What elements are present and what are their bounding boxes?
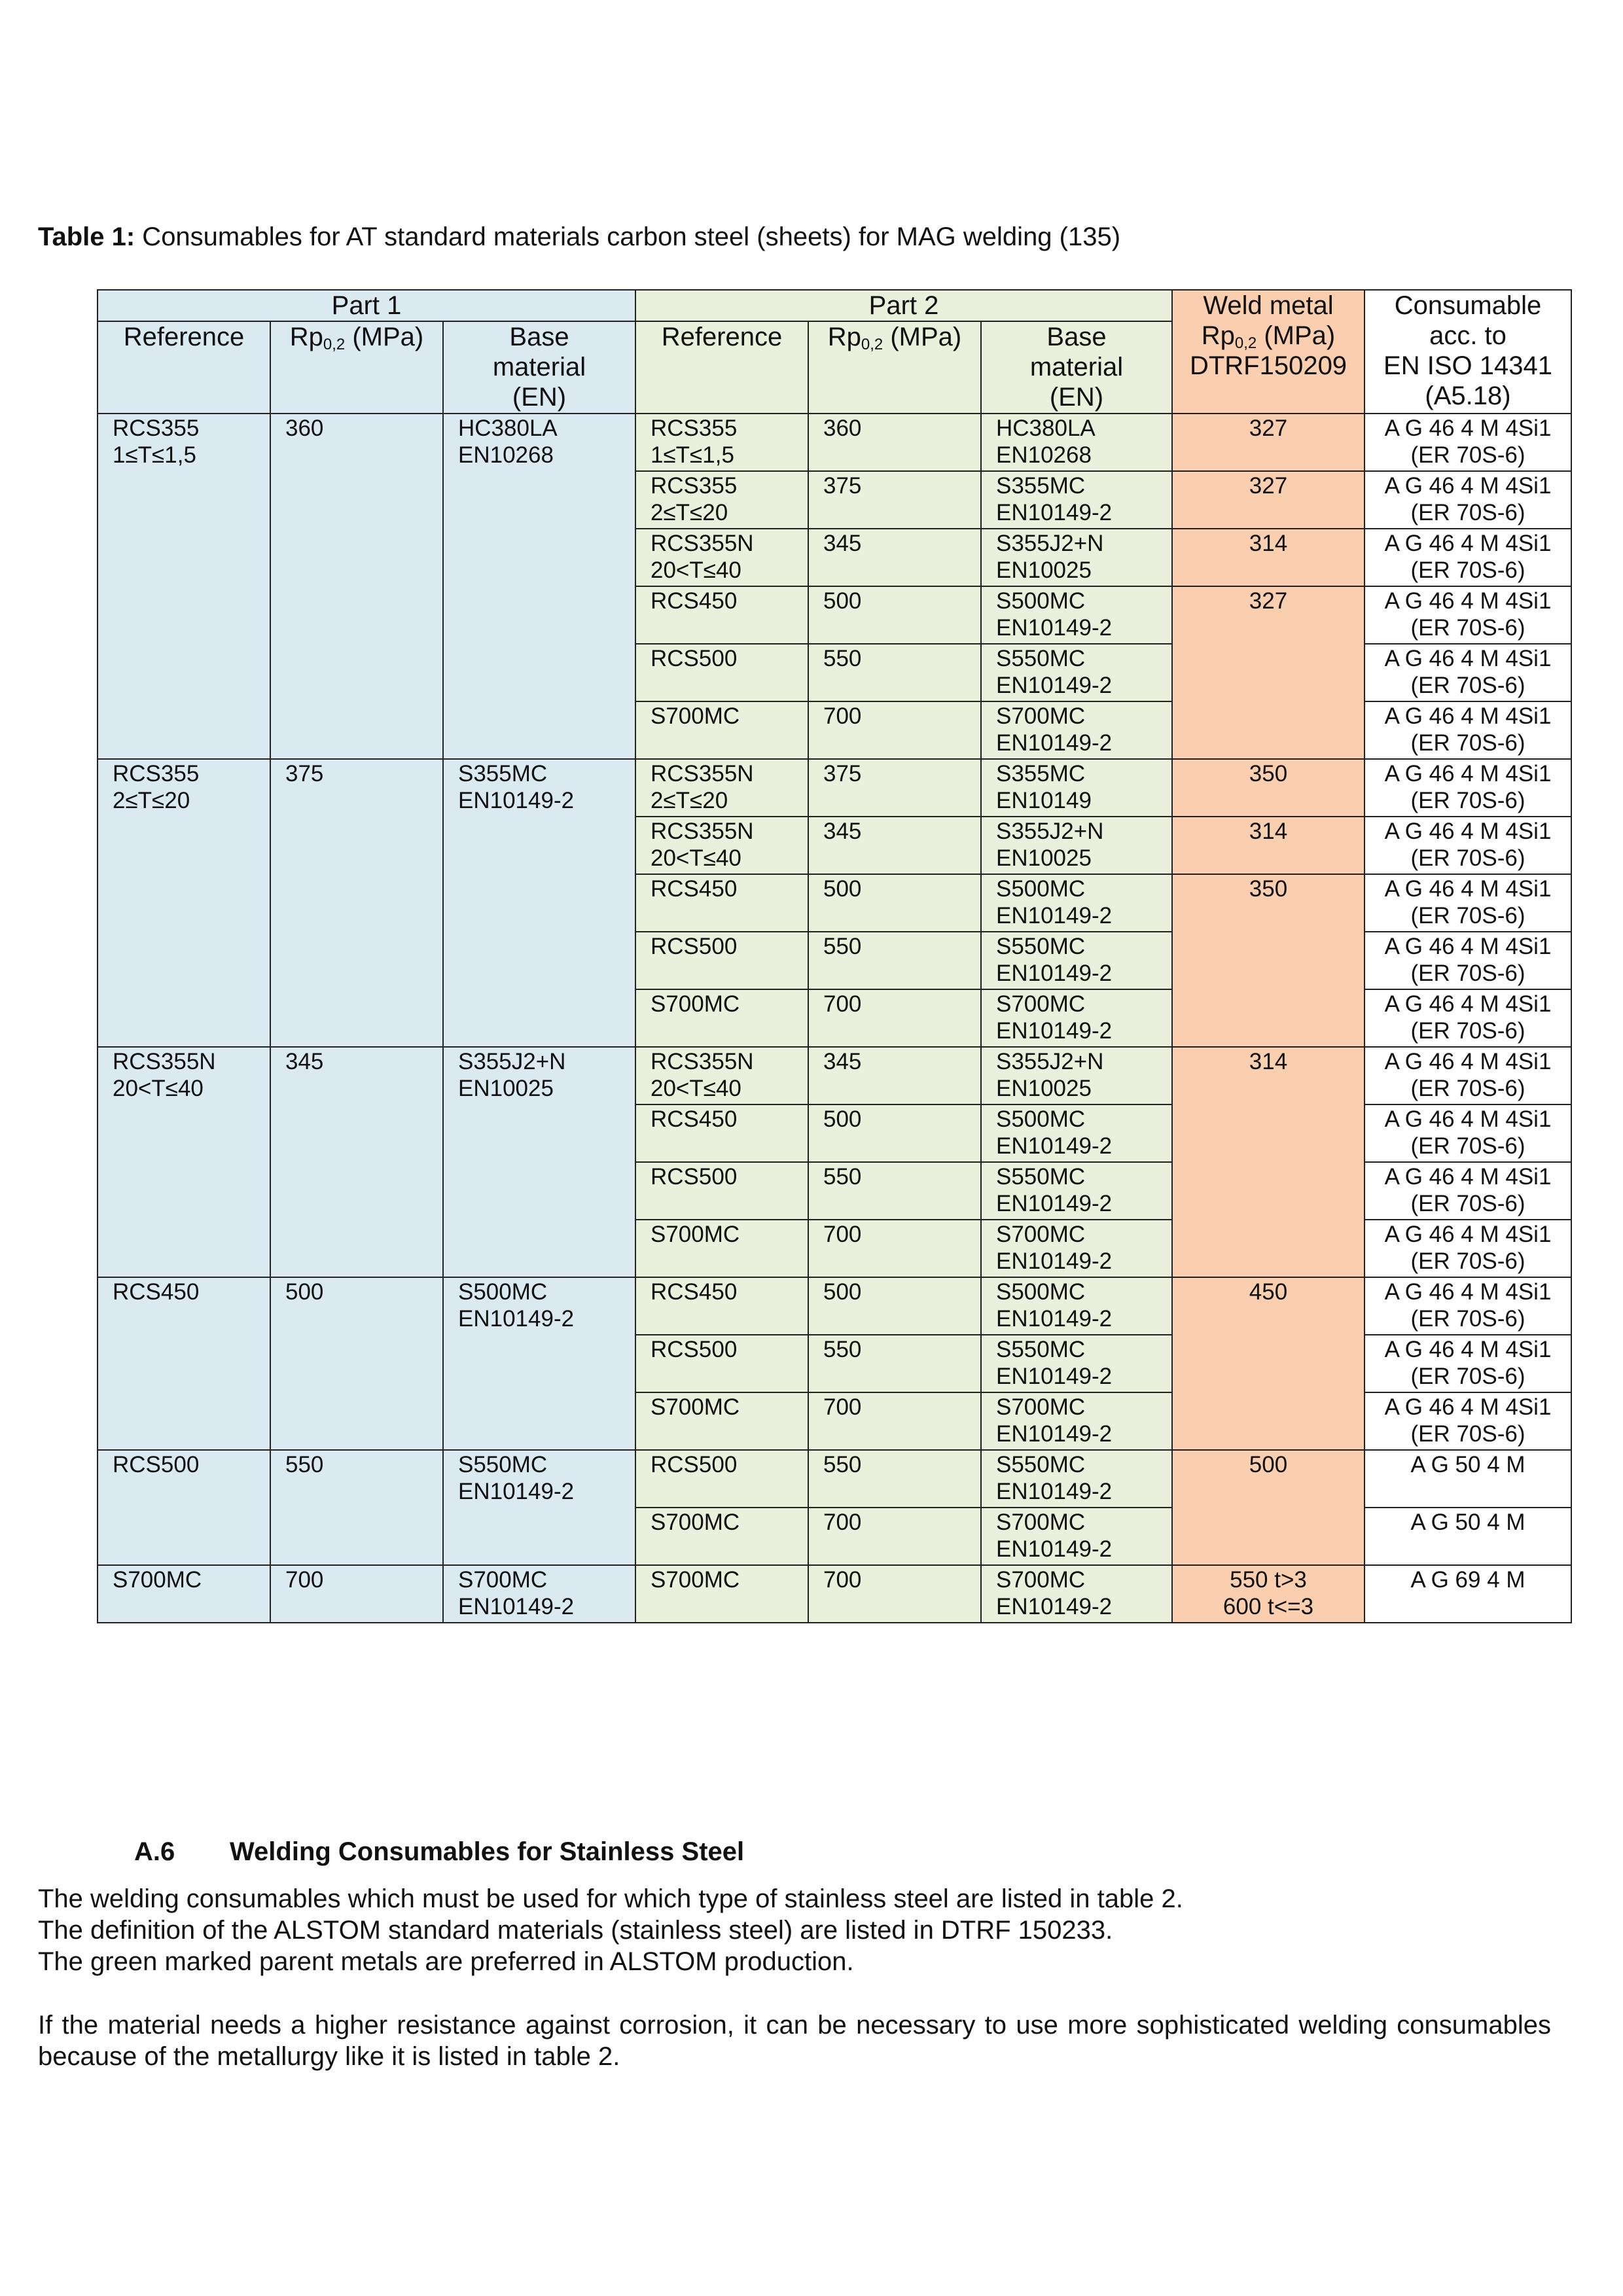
weld-metal-cell: 327 [1172,414,1364,471]
part2-rp-cell: 500 [808,1104,981,1162]
consumable-cell: A G 46 4 M 4Si1 (ER 70S-6) [1364,874,1571,932]
part1-reference-cell: RCS355 2≤T≤20 [98,759,270,1047]
part2-base-cell: S355J2+N EN10025 [981,529,1172,586]
table-row [98,414,1571,471]
part1-reference-cell: RCS355 1≤T≤1,5 [98,414,270,759]
section-line-3: The green marked parent metals are preferred in ALSTOM production. [38,1947,854,1976]
weld-metal-cell [1172,1335,1364,1392]
consumable-cell: A G 46 4 M 4Si1 (ER 70S-6) [1364,1392,1571,1450]
part2-base-cell: S355MC EN10149 [981,759,1172,817]
table-row [98,1450,1571,1508]
part1-rp-cell: 700 [270,1565,443,1623]
part2-base-cell: S500MC EN10149-2 [981,874,1172,932]
part2-base-cell: S700MC EN10149-2 [981,1220,1172,1277]
consumable-cell: A G 46 4 M 4Si1 (ER 70S-6) [1364,989,1571,1047]
part2-base-cell: S500MC EN10149-2 [981,586,1172,644]
part2-reference-cell: RCS355N 20<T≤40 [635,1047,808,1104]
part2-base-cell: S550MC EN10149-2 [981,932,1172,989]
consumable-cell: A G 50 4 M [1364,1450,1571,1508]
part2-rp-cell: 700 [808,1508,981,1565]
part2-reference-cell: RCS500 [635,1335,808,1392]
part1-base-cell: S700MC EN10149-2 [443,1565,635,1623]
part2-reference-cell: RCS450 [635,1104,808,1162]
part2-rp-cell: 550 [808,1162,981,1220]
part2-base-cell: S355J2+N EN10025 [981,1047,1172,1104]
part2-reference-cell: RCS355N 20<T≤40 [635,817,808,874]
weld-metal-cell: 350 [1172,874,1364,932]
part1-base-cell: S500MC EN10149-2 [443,1277,635,1450]
part2-reference-cell: RCS500 [635,644,808,701]
consumable-cell: A G 46 4 M 4Si1 (ER 70S-6) [1364,1335,1571,1392]
part2-header: Part 2 [635,290,1172,321]
part2-reference-cell: RCS355 2≤T≤20 [635,471,808,529]
section-line-2: The definition of the ALSTOM standard materials (stainless steel) are listed in DTRF 150233. [38,1916,1113,1945]
table-row [98,1047,1571,1104]
part1-rp-cell: 375 [270,759,443,1047]
consumable-cell: A G 69 4 M [1364,1565,1571,1623]
part2-rp-cell: 550 [808,932,981,989]
part2-reference-cell: S700MC [635,1565,808,1623]
part2-base-cell: S550MC EN10149-2 [981,1162,1172,1220]
weld-metal-cell [1172,1162,1364,1220]
part2-reference-cell: RCS450 [635,874,808,932]
consumable-cell: A G 46 4 M 4Si1 (ER 70S-6) [1364,414,1571,471]
weld-metal-cell: 550 t>3 600 t<=3 [1172,1565,1364,1623]
consumable-cell: A G 46 4 M 4Si1 (ER 70S-6) [1364,701,1571,759]
part2-rp-cell: 345 [808,529,981,586]
part2-rp-cell: 375 [808,759,981,817]
part2-reference-cell: S700MC [635,989,808,1047]
weld-metal-cell: 500 [1172,1450,1364,1508]
part2-rp-cell: 345 [808,1047,981,1104]
part2-rp-cell: 700 [808,1565,981,1623]
part1-reference-cell: RCS450 [98,1277,270,1450]
weld-metal-cell [1172,1392,1364,1450]
part2-reference-cell: RCS450 [635,586,808,644]
table-caption [38,221,1120,253]
weld-metal-cell [1172,701,1364,759]
consumables-table [97,289,1572,1623]
part2-rp-cell: 700 [808,989,981,1047]
weld-metal-header [1172,290,1364,414]
part2-base-cell: S700MC EN10149-2 [981,1565,1172,1623]
header-row-1 [98,290,1571,321]
part1-rp-header: $Rp_{0,2}$ (MPa) [270,321,443,414]
part2-reference-cell: S700MC [635,1508,808,1565]
consumable-cell: A G 50 4 M [1364,1508,1571,1565]
consumable-cell: A G 46 4 M 4Si1 (ER 70S-6) [1364,1104,1571,1162]
part2-rp-cell: 345 [808,817,981,874]
part2-rp-cell: 500 [808,1277,981,1335]
weld-metal-cell: 350 [1172,759,1364,817]
part2-base-cell: S550MC EN10149-2 [981,644,1172,701]
part2-base-cell: S355MC EN10149-2 [981,471,1172,529]
part2-rp-header: $Rp_{0,2}$ (MPa) [808,321,981,414]
weld-metal-cell [1172,1104,1364,1162]
part2-rp-cell: 700 [808,1392,981,1450]
weld-metal-header-line3: DTRF150209 [1189,351,1347,380]
part1-base-cell: HC380LA EN10268 [443,414,635,759]
weld-metal-cell: 314 [1172,817,1364,874]
section-heading [134,1836,744,1867]
part1-base-cell: S355J2+N EN10025 [443,1047,635,1277]
part1-reference-cell: S700MC [98,1565,270,1623]
part1-base-material-header: Base material (EN) [443,321,635,414]
part2-reference-cell: S700MC [635,1220,808,1277]
part2-reference-cell: RCS355 1≤T≤1,5 [635,414,808,471]
weld-metal-cell: 450 [1172,1277,1364,1335]
part2-reference-cell: RCS355N 2≤T≤20 [635,759,808,817]
part2-base-cell: S700MC EN10149-2 [981,1508,1172,1565]
part2-rp-cell: 500 [808,874,981,932]
consumable-cell: A G 46 4 M 4Si1 (ER 70S-6) [1364,817,1571,874]
table-row [98,1277,1571,1335]
part1-rp-cell: 550 [270,1450,443,1565]
weld-metal-cell [1172,644,1364,701]
consumable-cell: A G 46 4 M 4Si1 (ER 70S-6) [1364,586,1571,644]
part1-header: Part 1 [98,290,635,321]
weld-metal-cell [1172,932,1364,989]
table-caption-label: Table 1: [38,222,135,251]
table-body [98,414,1571,1623]
weld-metal-cell: 327 [1172,471,1364,529]
part2-base-cell: S355J2+N EN10025 [981,817,1172,874]
part2-base-cell: S500MC EN10149-2 [981,1277,1172,1335]
section-line-1: The welding consumables which must be used for which type of stainless steel are listed in table 2. [38,1884,1183,1913]
part2-reference-cell: RCS500 [635,932,808,989]
weld-metal-cell [1172,1508,1364,1565]
part2-rp-cell: 550 [808,1335,981,1392]
part1-rp-cell: 500 [270,1277,443,1450]
part2-base-cell: S500MC EN10149-2 [981,1104,1172,1162]
consumable-cell: A G 46 4 M 4Si1 (ER 70S-6) [1364,932,1571,989]
part2-base-cell: S550MC EN10149-2 [981,1450,1172,1508]
part2-reference-cell: RCS500 [635,1450,808,1508]
part2-rp-cell: 360 [808,414,981,471]
weld-metal-header-line1: Weld metal [1203,291,1334,320]
part2-rp-cell: 500 [808,586,981,644]
consumable-header: Consumable acc. to EN ISO 14341 (A5.18) [1364,290,1571,414]
part2-base-cell: S700MC EN10149-2 [981,1392,1172,1450]
section-number: A.6 [134,1837,175,1866]
consumable-cell: A G 46 4 M 4Si1 (ER 70S-6) [1364,529,1571,586]
part2-rp-cell: 550 [808,644,981,701]
part1-base-cell: S355MC EN10149-2 [443,759,635,1047]
part1-rp-cell: 360 [270,414,443,759]
table-row [98,1565,1571,1623]
part2-rp-cell: 700 [808,701,981,759]
part2-base-cell: S700MC EN10149-2 [981,701,1172,759]
weld-metal-cell: 314 [1172,1047,1364,1104]
part1-base-cell: S550MC EN10149-2 [443,1450,635,1565]
part2-rp-cell: 375 [808,471,981,529]
weld-metal-header-rp: $Rp_{0,2}$ (MPa) [1201,321,1336,352]
consumable-cell: A G 46 4 M 4Si1 (ER 70S-6) [1364,1162,1571,1220]
part1-reference-header: Reference [98,321,270,414]
part2-base-cell: HC380LA EN10268 [981,414,1172,471]
part2-base-cell: S700MC EN10149-2 [981,989,1172,1047]
table-caption-text: Consumables for AT standard materials carbon steel (sheets) for MAG welding (135) [135,222,1121,251]
part2-rp-cell: 700 [808,1220,981,1277]
consumable-cell: A G 46 4 M 4Si1 (ER 70S-6) [1364,1277,1571,1335]
part2-base-material-header: Base material (EN) [981,321,1172,414]
consumable-cell: A G 46 4 M 4Si1 (ER 70S-6) [1364,1047,1571,1104]
section-paragraph: If the material needs a higher resistance against corrosion, it can be necessary to use more sophisticated welding consumables because of the metallurgy like it is listed in table 2. [38,2011,1551,2071]
consumable-cell: A G 46 4 M 4Si1 (ER 70S-6) [1364,471,1571,529]
consumable-cell: A G 46 4 M 4Si1 (ER 70S-6) [1364,759,1571,817]
part2-reference-cell: S700MC [635,1392,808,1450]
section-title: Welding Consumables for Stainless Steel [230,1837,745,1866]
part2-reference-cell: RCS450 [635,1277,808,1335]
part2-reference-cell: S700MC [635,701,808,759]
part1-rp-cell: 345 [270,1047,443,1277]
part2-base-cell: S550MC EN10149-2 [981,1335,1172,1392]
table-row [98,759,1571,817]
part2-reference-cell: RCS355N 20<T≤40 [635,529,808,586]
weld-metal-cell [1172,989,1364,1047]
weld-metal-cell [1172,1220,1364,1277]
consumable-cell: A G 46 4 M 4Si1 (ER 70S-6) [1364,1220,1571,1277]
consumable-cell: A G 46 4 M 4Si1 (ER 70S-6) [1364,644,1571,701]
weld-metal-cell: 314 [1172,529,1364,586]
part1-reference-cell: RCS500 [98,1450,270,1565]
part2-reference-header: Reference [635,321,808,414]
weld-metal-cell: 327 [1172,586,1364,644]
part2-rp-cell: 550 [808,1450,981,1508]
part2-reference-cell: RCS500 [635,1162,808,1220]
part1-reference-cell: RCS355N 20<T≤40 [98,1047,270,1277]
